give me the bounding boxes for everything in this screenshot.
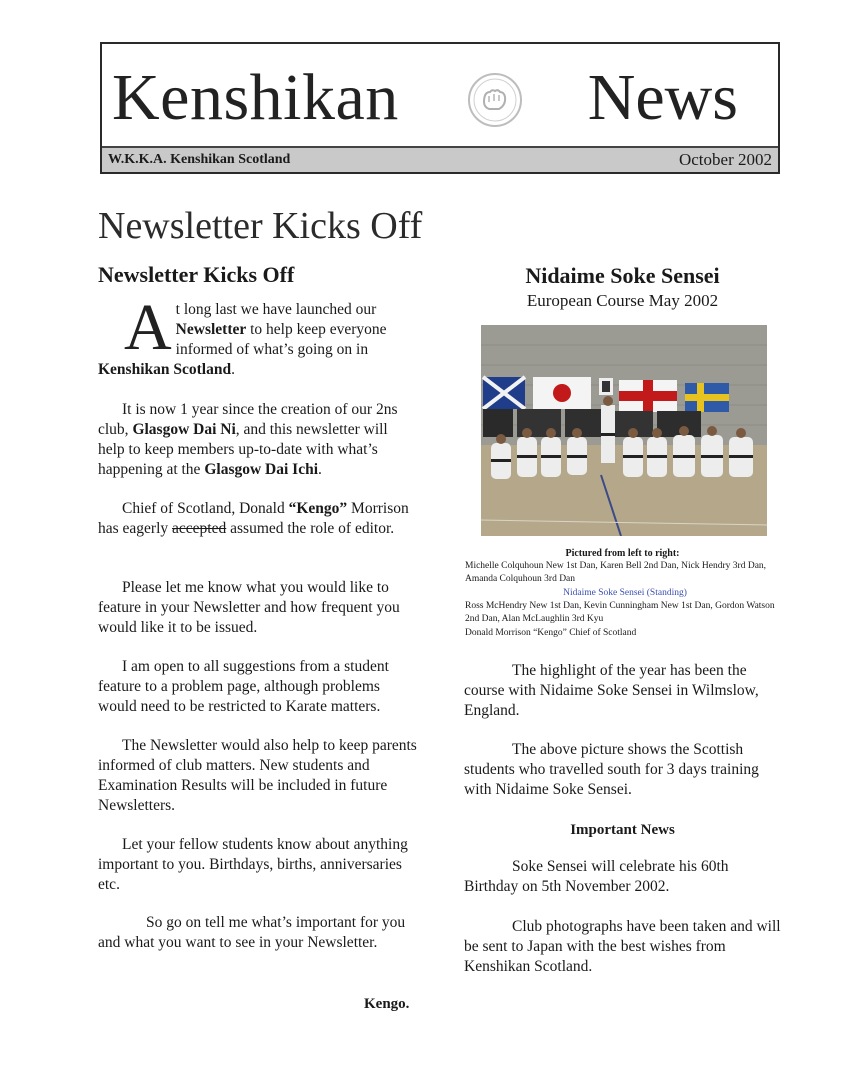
paragraph-suggestions: I am open to all suggestions from a student feature to a problem page, although problems would need to be restricted to Karate matters. [98,658,389,715]
left-subheading: Newsletter Kicks Off [98,262,295,287]
paragraph-picture: The above picture shows the Scottish students who travelled south for 3 days training with Nidaime Soke Sensei. [464,741,759,798]
important-news-heading: Important News [570,822,675,838]
issue-date: October 2002 [678,150,772,169]
paragraph-birthday: Soke Sensei will celebrate his 60th Birthday on 5th November 2002. [464,858,729,895]
photo-caption-title: Pictured from left to right: [565,548,680,559]
paragraph-closing: So go on tell me what’s important for you and what you want to see in your Newsletter. [98,914,406,951]
drop-cap: A [124,291,172,364]
signature: Kengo. [364,996,410,1012]
masthead-title-kenshikan: Kenshikan [112,61,399,134]
paragraph-feedback: Please let me know what you would like to feature in your Newsletter and how frequent you would like it to be issued. [98,579,400,636]
organization-name: W.K.K.A. Kenshikan Scotland [108,152,291,167]
paragraph-parents: The Newsletter would also help to keep parents informed of club matters. New students and Examination Results will be included in future Newsletters. [98,737,417,814]
masthead-title-news: News [587,61,738,134]
paragraph-students: Let your fellow students know about anything important to you. Birthdays, births, anniversaries etc. [98,836,408,893]
article-title: Nidaime Soke Sensei [525,263,720,288]
photo-caption-row2: Ross McHendry New 1st Dan, Kevin Cunningham New 1st Dan, Gordon Watson 2nd Dan, Alan McLaughlin 3rd Kyu [465,601,775,624]
page-headline: Newsletter Kicks Off [98,205,423,247]
paragraph-club: It is now 1 year since the creation of our 2ns club, Glasgow Dai Ni, and this newsletter will help to keep members up-to-date with what’s happening at the Glasgow Dai Ichi. [98,401,398,478]
paragraph-highlight: The highlight of the year has been the course with Nidaime Soke Sensei in Wilmslow, England. [464,662,759,719]
photo-caption-row3: Donald Morrison “Kengo” Chief of Scotland [465,628,637,638]
paragraph-editor: Chief of Scotland, Donald “Kengo” Morrison has eagerly accepted assumed the role of editor. [98,500,409,537]
fist-emblem-icon [467,72,523,128]
group-photo [481,325,767,536]
paragraph-intro: At long last we have launched our Newsletter to help keep everyone informed of what’s going on in Kenshikan Scotland. [98,291,387,378]
masthead [100,42,780,174]
paragraph-photographs: Club photographs have been taken and will be sent to Japan with the best wishes from Kenshikan Scotland. [464,918,781,975]
article-subtitle: European Course May 2002 [526,291,719,310]
photo-caption-row1: Michelle Colquhoun New 1st Dan, Karen Bell 2nd Dan, Nick Hendry 3rd Dan, Amanda Colquhoun 3rd Dan [465,561,767,584]
photo-caption-standing: Nidaime Soke Sensei (Standing) [563,588,687,598]
masthead-bar [102,146,778,172]
